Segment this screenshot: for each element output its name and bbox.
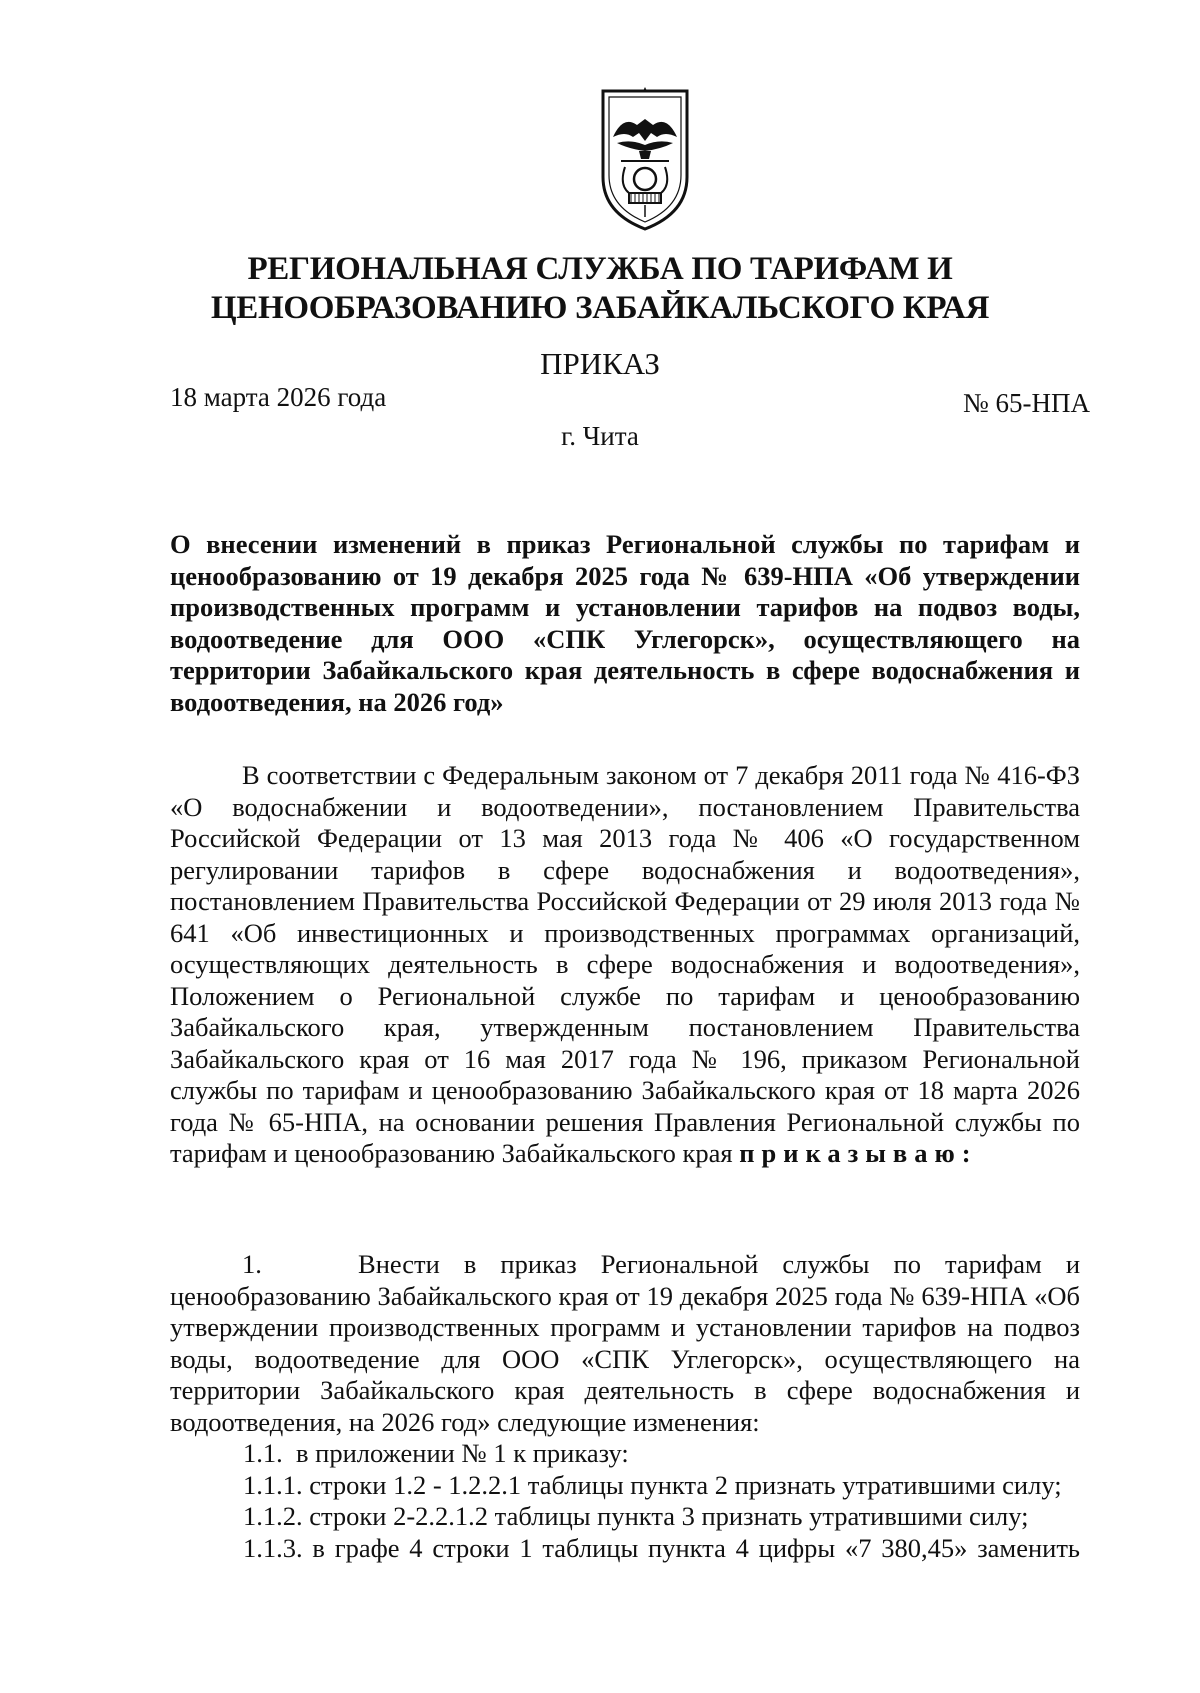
preamble-text: В соответствии с Федеральным законом от 7 декабря 2011 года № 416-ФЗ «О водоснабжении и водоотведении», постановлением Правительства Российской Федерации от 13 мая 2013 года № 406 «О государственном регулировании тарифов в сфере водоснабжения и водоотведения», постановлением Правительства Российской Федерации от 29 июля 2013 года № 641 «Об инвестиционных и производственных программах организаций, осуществляющих деятельность в сфере водоснабжения и водоотведения», Положением о Региональной службе по тарифам и ценообразованию Забайкальского края, утвержденным постановлением Правительства Забайкальского края от 16 мая 2017 года № 196, приказом Региональной службы по тарифам и ценообразованию Забайкальского края от 18 марта 2026 года № 65-НПА, на основании решения Правления Региональной службы по тарифам и ценообразованию Забайкальского края — [170, 760, 1080, 1168]
preamble-paragraph — [170, 760, 1080, 1170]
order-item-1-1-1: 1.1.1. строки 1.2 - 1.2.2.1 таблицы пункта 2 признать утратившими силу; — [243, 1469, 1062, 1500]
document-city: г. Чита — [561, 421, 639, 451]
order-item-1-1-2: 1.1.2. строки 2-2.2.1.2 таблицы пункта 3 признать утратившими силу; — [243, 1501, 1029, 1531]
coat-of-arms-icon — [595, 85, 695, 235]
document-type: ПРИКАЗ — [540, 346, 660, 381]
order-item-1-1: 1.1. в приложении № 1 к приказу: — [243, 1438, 629, 1468]
order-item-1-1-3: 1.1.3. в графе 4 строки 1 таблицы пункта 4 цифры «7 380,45» заменить — [243, 1532, 1080, 1563]
order-items — [170, 1249, 1080, 1564]
document-date: 18 марта 2026 года — [170, 382, 387, 412]
agency-name-line-1: РЕГИОНАЛЬНАЯ СЛУЖБА ПО ТАРИФАМ И — [247, 251, 953, 287]
coat-of-arms-emblem — [595, 85, 695, 235]
orders-word: приказываю: — [739, 1138, 978, 1168]
agency-name-line-2: ЦЕНООБРАЗОВАНИЮ ЗАБАЙКАЛЬСКОГО КРАЯ — [210, 290, 990, 326]
preamble-section — [170, 760, 1080, 1170]
order-item-1: 1. Внести в приказ Региональной службы по тарифам и ценообразованию Забайкальского края от 19 декабря 2025 года № 639-НПА «Об утверждении производственных программ и установлении тарифов на подвоз воды, водоотведение для ООО «СПК Углегорск», осуществляющего на территории Забайкальского края деятельность в сфере водоснабжения и водоотведения, на 2026 год» следующие изменения: — [170, 1249, 1080, 1437]
document-number: № 65-НПА — [963, 388, 1090, 418]
document-subject: О внесении изменений в приказ Региональной службы по тарифам и ценообразованию от 19 декабря 2025 года № 639-НПА «Об утверждении производственных программ и установлении тарифов на подвоз воды, водоотведение для ООО «СПК Углегорск», осуществляющего на территории Забайкальского края деятельность в сфере водоснабжения и водоотведения, на 2026 год» — [170, 529, 1080, 717]
